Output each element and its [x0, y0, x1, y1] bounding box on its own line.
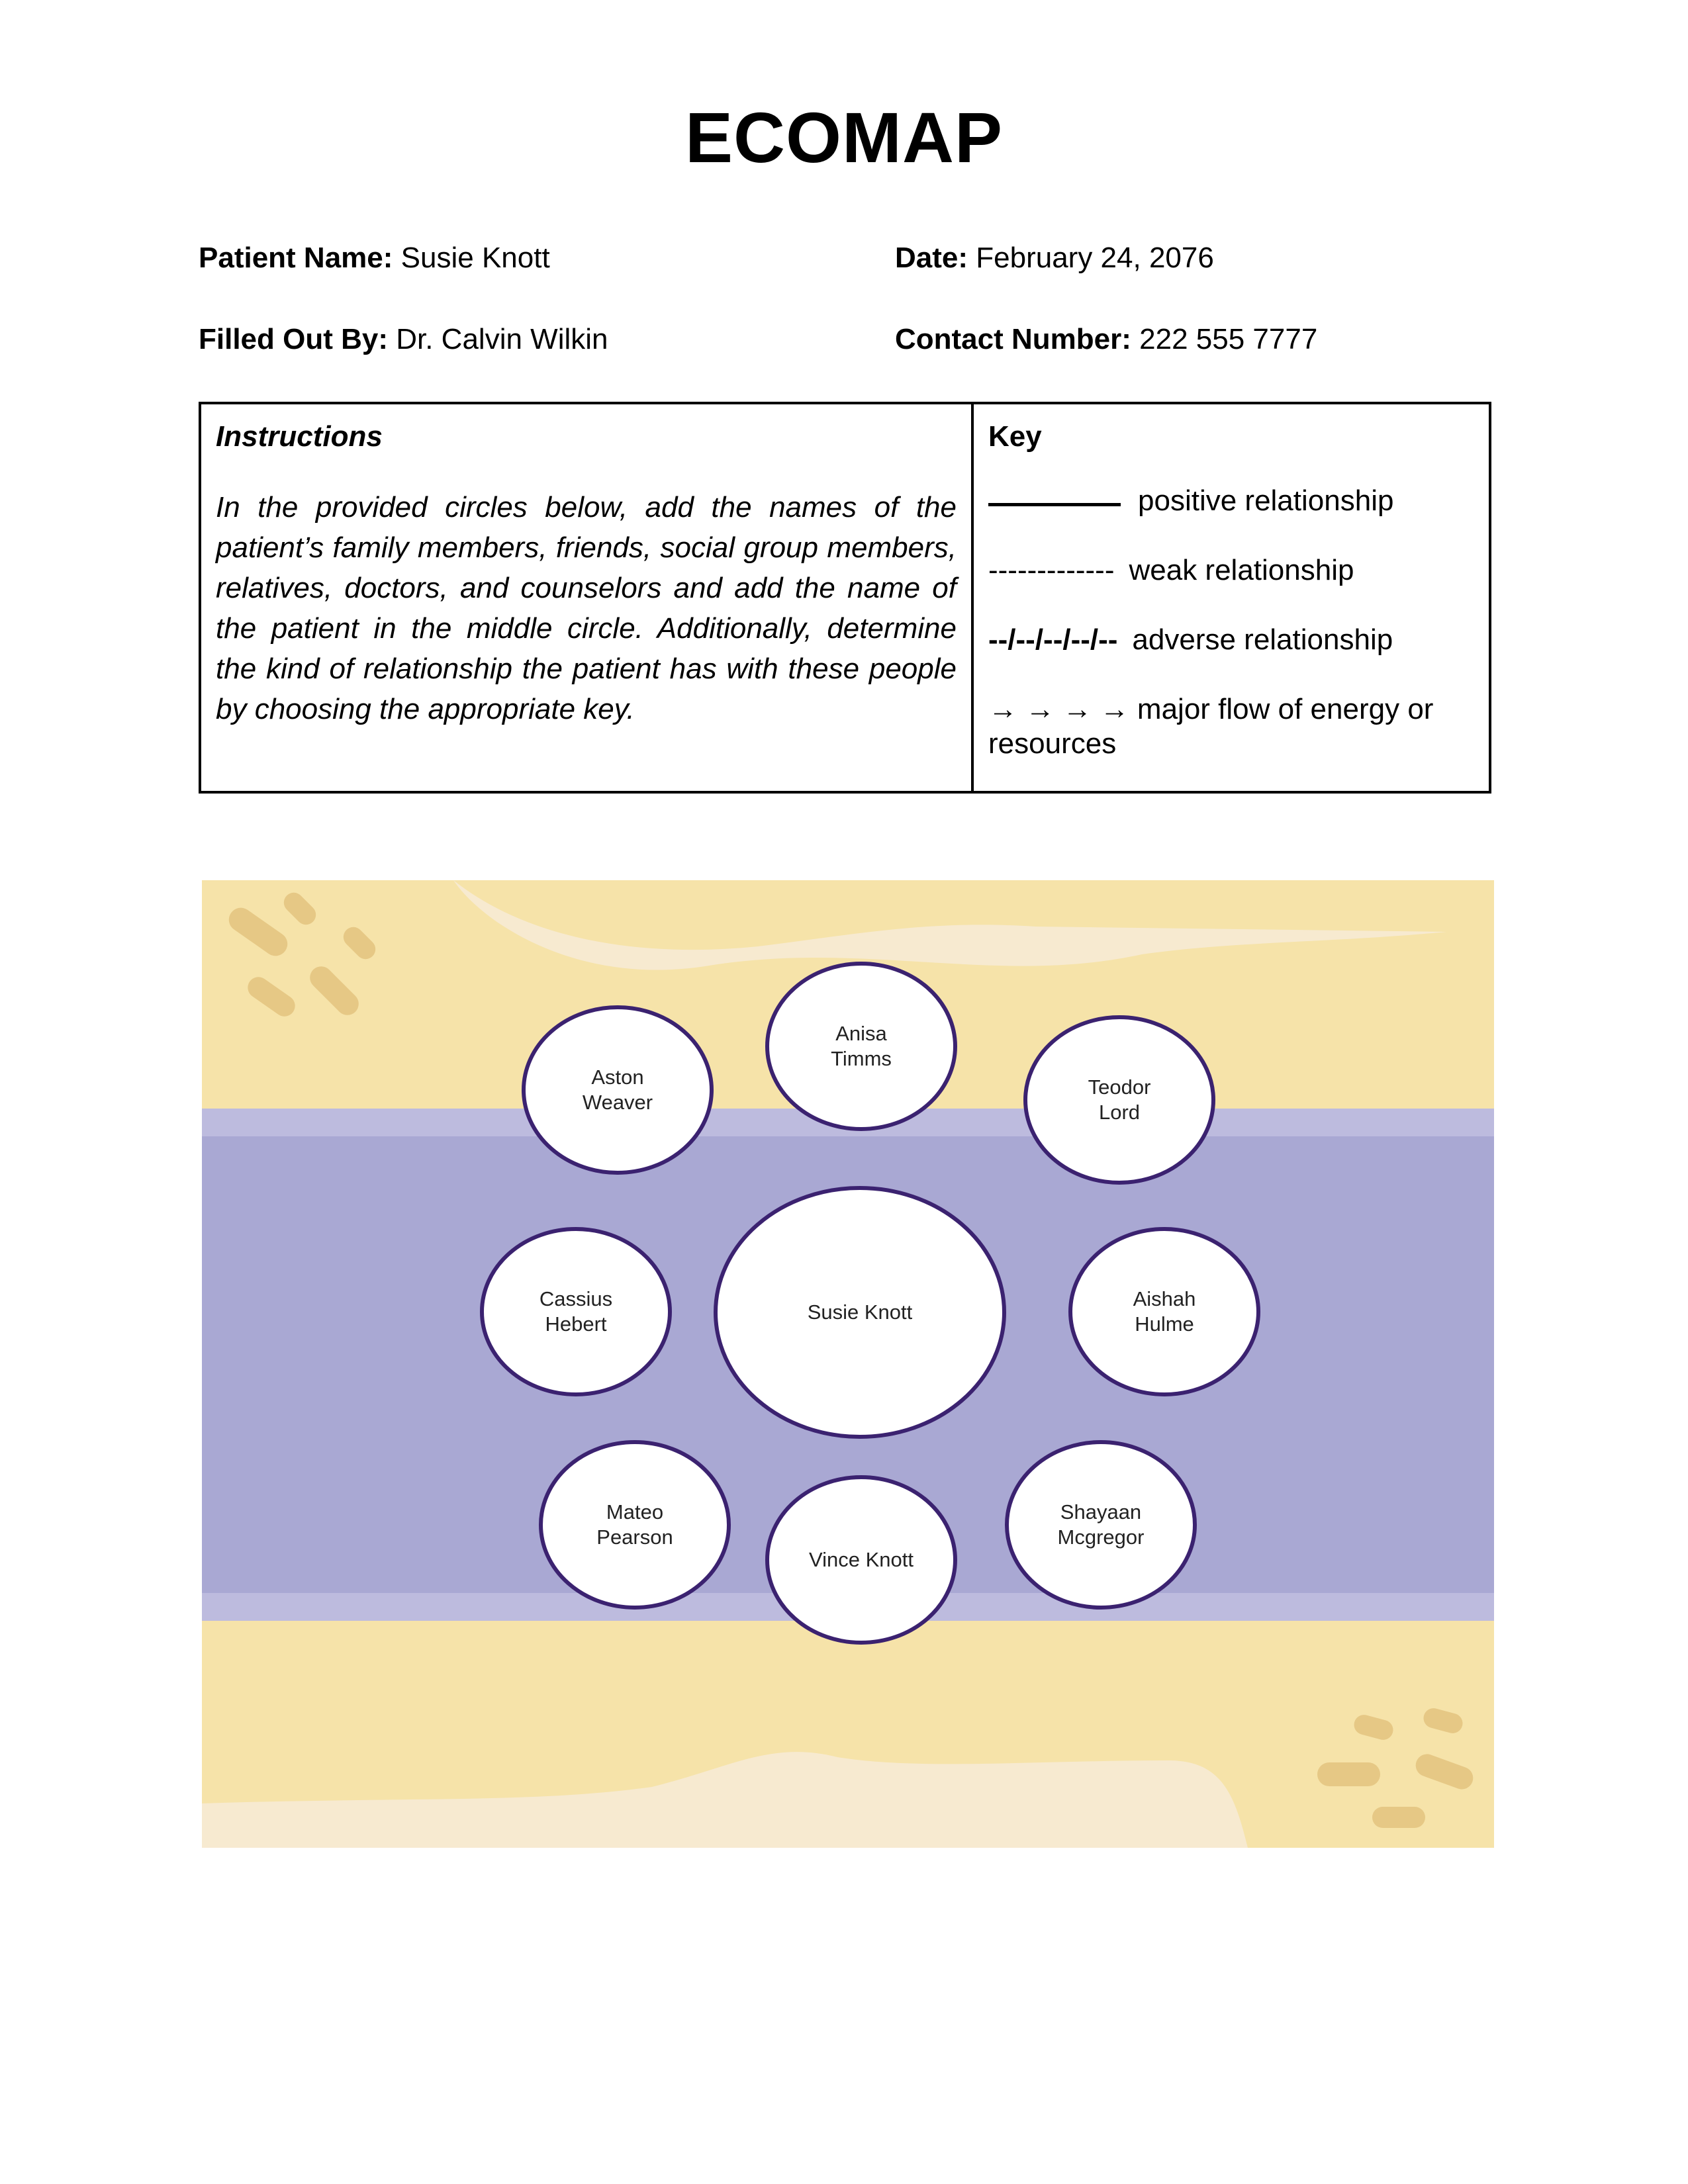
date-value: February 24, 2076	[976, 242, 1214, 274]
instructions-key-table	[199, 402, 1491, 794]
patient-name-label: Patient Name:	[199, 242, 393, 274]
key-flow	[988, 692, 1478, 761]
instructions-heading: Instructions	[216, 420, 383, 453]
date-field	[895, 242, 1214, 275]
key-heading: Key	[988, 420, 1042, 453]
instructions-body: In the provided circles below, add the names of the patient’s family members, friends, social group members, relatives, doctors, and counselors and add the name of the patient in the middle circle. Additionally, determine the kind of relationship the patient has with these people by choosing the appropriate key.	[216, 491, 957, 725]
key-weak-label: weak relationship	[1129, 554, 1354, 586]
center-label: Susie Knott	[807, 1300, 913, 1324]
key-weak	[988, 553, 1354, 588]
node-label-bottom-right: Shayaan Mcgregor	[1057, 1500, 1145, 1549]
filled-by-label: Filled Out By:	[199, 323, 388, 355]
flow-arrow-symbol: → → → →	[988, 693, 1129, 725]
patient-name-value: Susie Knott	[400, 242, 550, 274]
key-positive-label: positive relationship	[1138, 484, 1394, 517]
node-label-left: Cassius Hebert	[539, 1287, 613, 1336]
key-adverse-label: adverse relationship	[1132, 623, 1393, 656]
key-positive	[988, 484, 1393, 518]
key-cell	[974, 404, 1489, 791]
filled-by-value: Dr. Calvin Wilkin	[396, 323, 608, 355]
date-label: Date:	[895, 242, 968, 274]
key-flow-label: major flow of energy or resources	[988, 693, 1434, 760]
page-title: ECOMAP	[684, 97, 1004, 177]
positive-line-symbol	[988, 503, 1121, 506]
instructions-cell	[201, 404, 974, 791]
ecomap-diagram	[202, 880, 1494, 1848]
adverse-line-symbol: --/--/--/--/--	[988, 623, 1118, 656]
pebble-shape	[1372, 1807, 1425, 1828]
weak-line-symbol: -------------	[988, 554, 1115, 586]
node-label-bottom-left: Mateo Pearson	[596, 1500, 673, 1549]
key-adverse	[988, 623, 1393, 657]
node-label-bottom: Vince Knott	[809, 1548, 914, 1571]
pebble-shape	[1317, 1762, 1380, 1786]
node-label-right: Aishah Hulme	[1133, 1287, 1196, 1336]
node-label-top: Anisa Timms	[831, 1022, 892, 1070]
patient-name-field	[199, 242, 550, 275]
contact-label: Contact Number:	[895, 323, 1131, 355]
filled-by-field	[199, 323, 608, 356]
contact-value: 222 555 7777	[1139, 323, 1318, 355]
contact-field	[895, 323, 1317, 356]
node-label-top-left: Aston Weaver	[582, 1066, 653, 1114]
node-label-top-right: Teodor Lord	[1088, 1075, 1151, 1124]
